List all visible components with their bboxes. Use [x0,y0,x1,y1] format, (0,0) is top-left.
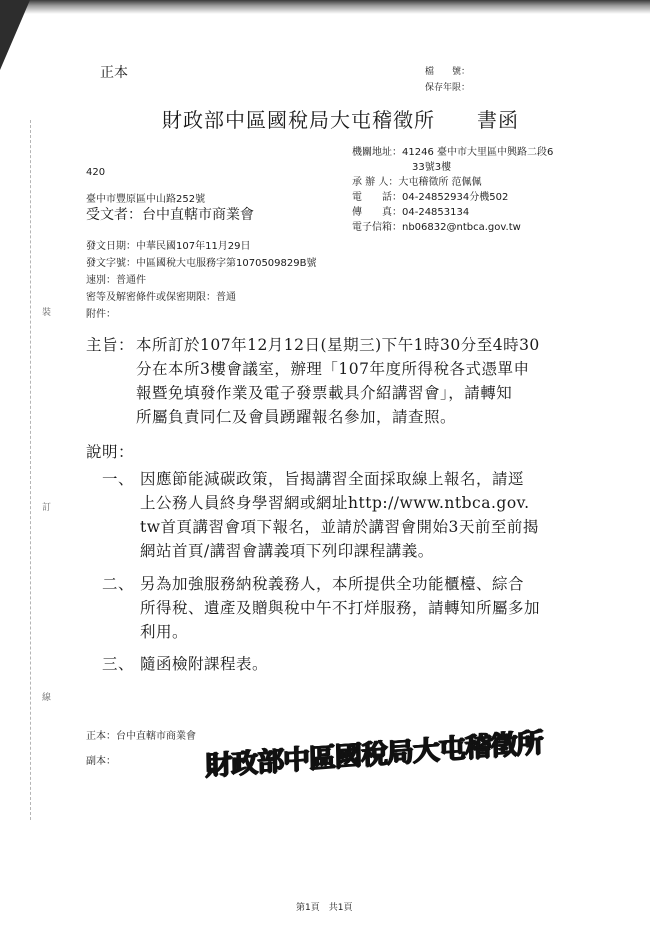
sender-block [352,143,553,233]
item-line: 網站首頁/講習會講義項下列印課程講義。 [140,542,434,560]
retention-period: 保存年限： [425,83,471,93]
subject-line: 報暨免填發作業及電子發票載具介紹講習會」，請轉知 [136,384,513,402]
item-line: 另為加強服務納稅義務人，本所提供全功能櫃檯、綜合 [140,575,525,593]
item-line: 隨函檢附課程表。 [140,655,269,673]
item-line: 所得稅、遺產及贈與稅中午不打烊服務，請轉知所屬多加 [140,599,541,617]
phone-label: 電 話： [352,192,402,203]
explanation-label: 說明： [86,443,135,461]
delivery-speed: 速別：普通件 [86,275,146,286]
zip-code: 420 [86,167,106,178]
fax-label: 傳 真： [352,207,402,218]
binding-line [30,120,31,820]
contact-label: 承 辦 人： [352,177,399,188]
item-number: 二、 [102,575,135,593]
binding-mark-xian: 線 [42,693,52,703]
subject-line: 分在本所3樓會議室，辦理「107年度所得稅各式憑單申 [136,360,530,378]
explanation-item-3 [102,652,268,676]
email-address: nb06832@ntbca.gov.tw [402,222,521,233]
distribution-original: 正本：台中直轄市商業會 [86,731,196,742]
address-label: 機關地址： [352,147,402,158]
contact-person: 大屯稽徵所 范佩佩 [398,177,482,188]
security-level: 密等及解密條件或保密期限：普通 [86,292,236,303]
subject-label: 主旨： [86,336,135,354]
recipient: 受文者：台中直轄市商業會 [86,207,254,223]
item-line: 上公務人員終身學習網或網址http://www.ntbca.gov. [140,494,530,512]
phone-number: 04-24852934分機502 [402,192,509,203]
document-title: 財政部中區國稅局大屯稽徵所 書函 [162,108,519,132]
subject-body [136,333,540,429]
item-line: 利用。 [140,623,189,641]
scan-fold-shadow [0,0,650,14]
recipient-address: 臺中市豐原區中山路252號 [86,194,206,205]
distribution-copy: 副本： [86,756,116,767]
fax-number: 04-24853134 [402,207,470,218]
scan-fold-corner [0,0,30,70]
sender-address-line2: 33號3樓 [412,162,452,173]
subject-line: 本所訂於107年12月12日(星期三)下午1時30分至4時30 [136,336,540,354]
item-line: 因應節能減碳政策，旨揭講習全面採取線上報名，請逕 [140,470,525,488]
subject-line: 所屬負責同仁及會員踴躍報名參加，請查照。 [136,408,457,426]
attachment: 附件： [86,309,116,320]
explanation-item-1 [102,467,539,563]
document-number: 發文字號：中區國稅大屯服務字第1070509829B號 [86,258,317,269]
issue-date: 發文日期：中華民國107年11月29日 [86,241,251,252]
email-label: 電子信箱： [352,222,402,233]
binding-mark-zhuang: 裝 [42,308,52,318]
item-number: 一、 [102,470,135,488]
copy-mark: 正本 [100,65,128,81]
file-number: 檔 號： [425,67,471,77]
official-seal-stamp: 財政部中區國稅局大屯稽徵所 [205,727,543,783]
item-number: 三、 [102,655,135,673]
sender-address: 41246 臺中市大里區中興路二段6 [402,147,554,158]
page-footer: 第1頁 共1頁 [296,903,353,913]
binding-mark-ding: 訂 [42,503,52,513]
explanation-item-2 [102,572,540,644]
item-line: tw首頁講習會項下報名，並請於講習會開始3天前至前揭 [140,518,539,536]
